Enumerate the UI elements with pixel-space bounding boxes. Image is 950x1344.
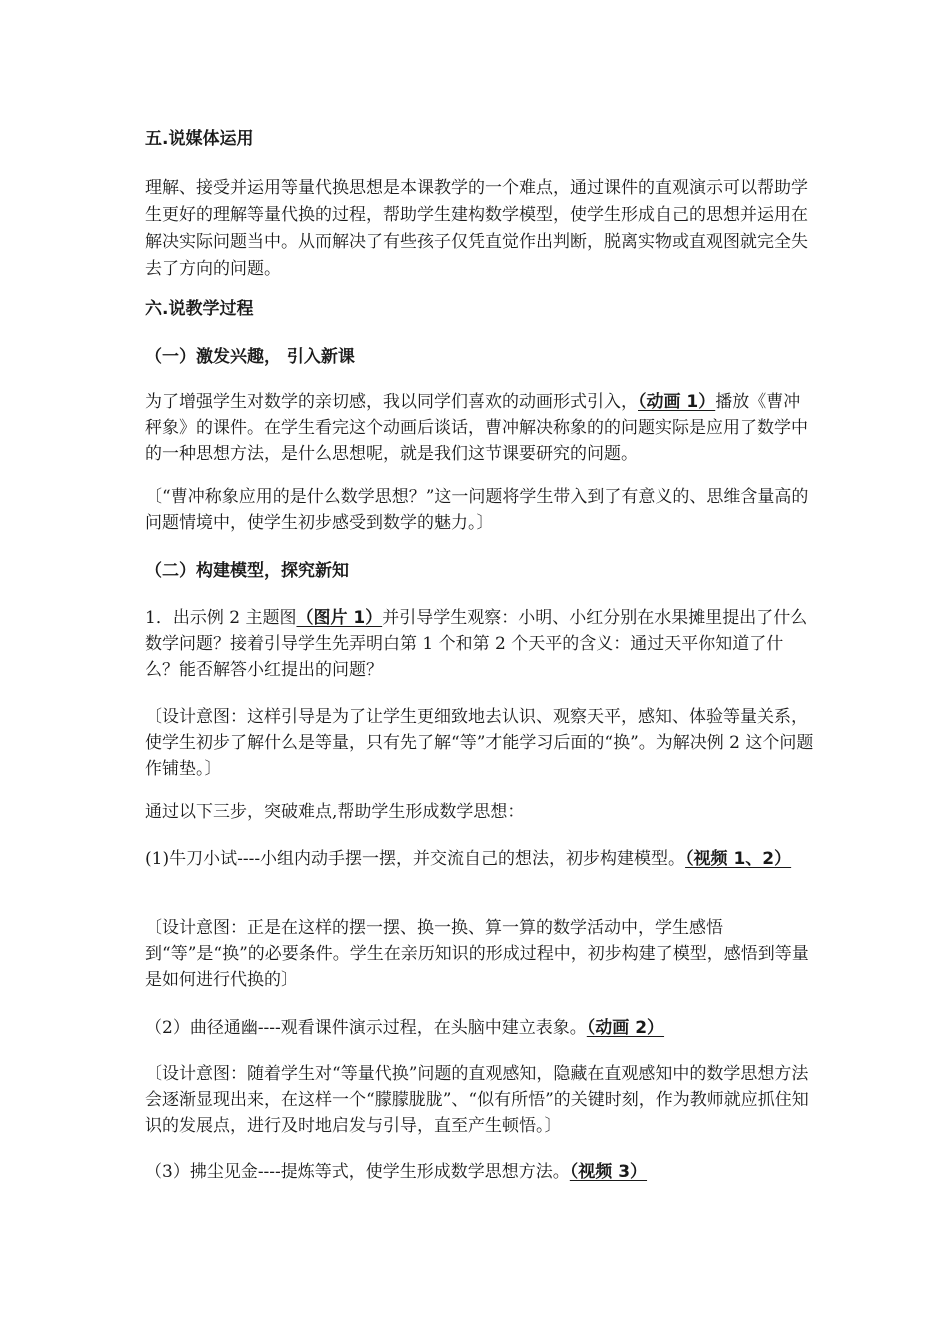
paragraph-text: 为了增强学生对数学的亲切感，我以同学们喜欢的动画形式引入， [145, 392, 638, 412]
subsection-heading-2: （二）构建模型，探究新知 [145, 561, 349, 581]
paragraph-text: 播放《曹冲秤象》的课件。在学生看完这个动画后谈话，曹冲解决称象的的问题实际是应用了数学中的一种思想方法，是什么思想呢，就是我们这节课要研究的问题。 [145, 392, 808, 464]
paragraph-text: （2）曲径通幽----观看课件演示过程，在头脑中建立表象。 [145, 1018, 587, 1038]
paragraph-step-1 [145, 846, 815, 872]
section-heading-media: 五.说媒体运用 [145, 129, 254, 149]
design-note-paragraph: 〔设计意图：正是在这样的摆一摆、换一换、算一算的数学活动中，学生感悟到“等”是“换”的必要条件。学生在亲历知识的形成过程中，初步构建了模型，感悟到等量是如何进行代换的〕 [145, 918, 809, 990]
video-3-link[interactable]: （视频 3） [569, 1162, 648, 1182]
paragraph-example [145, 605, 815, 683]
design-note-paragraph: 〔设计意图：随着学生对“等量代换”问题的直观感知，隐藏在直观感知中的数学思想方法会逐渐显现出来，在这样一个“朦朦胧胧”、“似有所悟”的关键时刻，作为教师就应抓住知识的发展点，进行及时地启发与引导，直至产生顿悟。〕 [145, 1064, 809, 1136]
paragraph-step-3 [145, 1159, 815, 1185]
design-note-paragraph: 〔“曹冲称象应用的是什么数学思想？”这一问题将学生带入到了有意义的、思维含量高的问题情境中，使学生初步感受到数学的魅力。〕 [145, 487, 809, 533]
video-1-2-link[interactable]: （视频 1、2） [685, 849, 792, 869]
paragraph-text: 并引导学生观察：小明、小红分别在水果摊里提出了什么数学问题？接着引导学生先弄明白第 1 个和第 2 个天平的含义：通过天平你知道了什么？能否解答小红提出的问题？ [145, 608, 808, 680]
section-heading-process: 六.说教学过程 [145, 299, 254, 319]
paragraph-steps-intro: 通过以下三步，突破难点,帮助学生形成数学思想： [145, 802, 525, 822]
design-note-paragraph: 〔设计意图：这样引导是为了让学生更细致地去认识、观察天平，感知、体验等量关系，使学生初步了解什么是等量，只有先了解“等”才能学习后面的“换”。为解决例 2 这个问题作铺垫。〕 [145, 707, 814, 779]
subsection-heading-1: （一）激发兴趣， 引入新课 [145, 347, 355, 367]
paragraph-intro [145, 389, 815, 467]
animation-1-link[interactable]: （动画 1） [638, 392, 716, 412]
paragraph-step-2 [145, 1015, 815, 1041]
paragraph-text: 1．出示例 2 主题图 [145, 608, 297, 628]
animation-2-link[interactable]: （动画 2） [586, 1018, 665, 1038]
paragraph-text: (1)牛刀小试----小组内动手摆一摆，并交流自己的想法，初步构建模型。 [145, 849, 686, 869]
image-1-link[interactable]: （图片 1） [296, 608, 383, 628]
media-paragraph: 理解、接受并运用等量代换思想是本课教学的一个难点，通过课件的直观演示可以帮助学生更好的理解等量代换的过程，帮助学生建构数学模型，使学生形成自己的思想并运用在解决实际问题当中。从而解决了有些孩子仅凭直觉作出判断，脱离实物或直观图就完全失去了方向的问题。 [145, 178, 808, 279]
paragraph-text: （3）拂尘见金----提炼等式，使学生形成数学思想方法。 [145, 1162, 570, 1182]
